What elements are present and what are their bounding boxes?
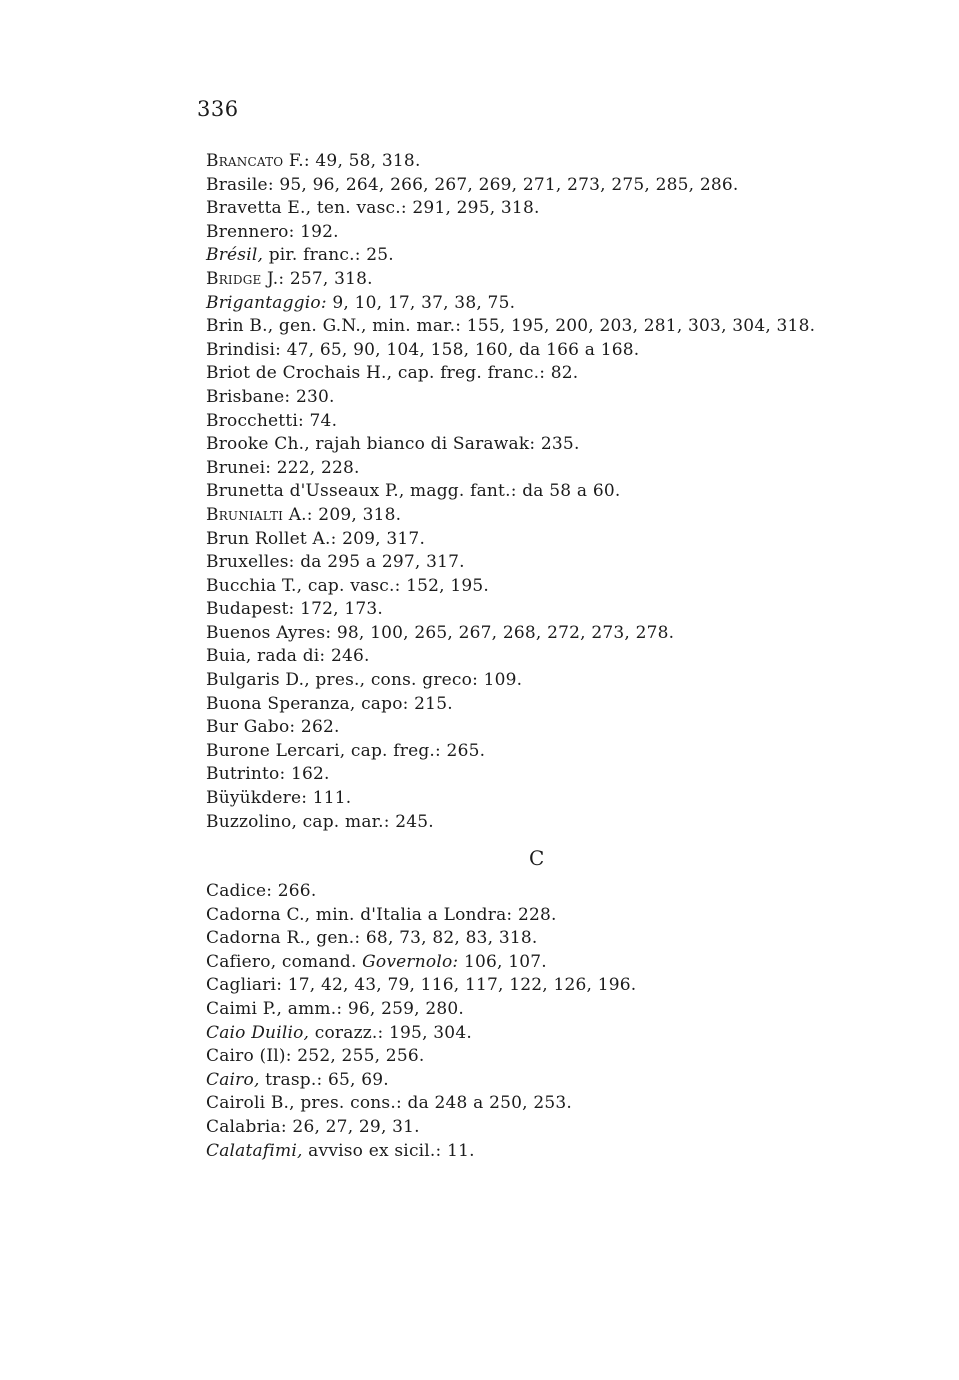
entry-text: Brisbane: 230. <box>206 386 335 407</box>
entry-text: Brunetta d'Usseaux P., magg. fant.: da 58 a 60. <box>206 481 621 502</box>
entry-text: Bravetta E., ten. vasc.: 291, 295, 318. <box>206 198 540 219</box>
entry-text: Calabria: 26, 27, 29, 31. <box>206 1116 420 1137</box>
index-entry <box>206 197 815 221</box>
index-entry <box>206 268 815 292</box>
index-entry <box>206 763 815 787</box>
entry-text: J.: 257, 318. <box>261 268 373 289</box>
entry-text: 106, 107. <box>458 951 547 972</box>
index-entry <box>206 974 636 998</box>
entry-text: Caimi P., amm.: 96, 259, 280. <box>206 998 465 1019</box>
index-entry <box>206 1045 636 1069</box>
index-entry <box>206 244 815 268</box>
index-entry <box>206 292 815 316</box>
entry-text: Cairo (Il): 252, 255, 256. <box>206 1046 425 1067</box>
entry-text: Cadorna R., gen.: 68, 73, 82, 83, 318. <box>206 928 538 949</box>
index-entry <box>206 386 815 410</box>
entry-text: trasp.: 65, 69. <box>259 1069 389 1090</box>
index-entry <box>206 551 815 575</box>
entry-text: Cadorna C., min. d'Italia a Londra: 228. <box>206 904 557 925</box>
index-entry <box>206 410 815 434</box>
entry-text: F.: 49, 58, 318. <box>283 151 421 171</box>
index-section-b <box>206 150 815 834</box>
entry-text: Brocchetti: 74. <box>206 410 338 431</box>
entry-text: Brennero: 192. <box>206 221 339 242</box>
index-entry <box>206 1092 636 1116</box>
entry-text: Brasile: 95, 96, 264, 266, 267, 269, 271, 273, 275, 285, 286. <box>206 174 739 195</box>
entry-ship-name: Governolo: <box>362 951 459 972</box>
index-entry <box>206 904 636 928</box>
index-entry <box>206 339 815 363</box>
index-entry <box>206 716 815 740</box>
index-entry <box>206 880 636 904</box>
entry-text: corazz.: 195, 304. <box>309 1022 472 1043</box>
index-entry <box>206 740 815 764</box>
entry-text: avviso ex sicil.: 11. <box>302 1140 475 1161</box>
entry-text: Brooke Ch., rajah bianco di Sarawak: 235. <box>206 434 580 455</box>
index-entry <box>206 315 815 339</box>
index-entry <box>206 504 815 528</box>
entry-text: Cairoli B., pres. cons.: da 248 a 250, 253. <box>206 1093 573 1114</box>
index-entry <box>206 528 815 552</box>
entry-text: Briot de Crochais H., cap. freg. franc.: 82. <box>206 363 579 384</box>
entry-text: Buia, rada di: 246. <box>206 646 370 667</box>
index-entry <box>206 951 636 975</box>
page-number: 336 <box>197 97 239 121</box>
index-entry <box>206 174 815 198</box>
entry-text: Bruxelles: da 295 a 297, 317. <box>206 552 465 573</box>
index-entry <box>206 362 815 386</box>
index-entry <box>206 598 815 622</box>
section-letter-c: C <box>529 846 545 870</box>
index-entry <box>206 1069 636 1093</box>
index-entry <box>206 221 815 245</box>
entry-text: Bur Gabo: 262. <box>206 717 340 738</box>
entry-text: Buenos Ayres: 98, 100, 265, 267, 268, 272, 273, 278. <box>206 622 675 643</box>
index-entry <box>206 811 815 835</box>
entry-text: Burone Lercari, cap. freg.: 265. <box>206 740 486 761</box>
entry-text: Butrinto: 162. <box>206 764 330 785</box>
entry-author: Brunialti <box>206 504 284 525</box>
entry-text: Brin B., gen. G.N., min. mar.: 155, 195, 200, 203, 281, 303, 304, 318. <box>206 316 816 337</box>
entry-ship-name: Calatafimi, <box>206 1140 303 1161</box>
index-entry <box>206 1140 636 1164</box>
entry-text: Cagliari: 17, 42, 43, 79, 116, 117, 122, 126, 196. <box>206 975 637 996</box>
index-entry <box>206 433 815 457</box>
entry-text: Cafiero, comand. <box>206 951 363 972</box>
entry-text: Brunei: 222, 228. <box>206 457 360 478</box>
entry-ship-name: Cairo, <box>206 1069 260 1090</box>
entry-ship-name: Brésil, <box>206 245 264 266</box>
entry-text: 9, 10, 17, 37, 38, 75. <box>326 292 516 313</box>
index-entry <box>206 1116 636 1140</box>
index-entry <box>206 927 636 951</box>
entry-text: Cadice: 266. <box>206 881 317 901</box>
index-section-c <box>206 880 636 1163</box>
index-entry <box>206 998 636 1022</box>
entry-text: Brindisi: 47, 65, 90, 104, 158, 160, da 166 a 168. <box>206 339 640 360</box>
entry-text: Bucchia T., cap. vasc.: 152, 195. <box>206 575 490 596</box>
entry-text: Büyükdere: 111. <box>206 788 352 809</box>
entry-text: Buona Speranza, capo: 215. <box>206 693 453 714</box>
index-entry <box>206 1022 636 1046</box>
entry-text: Bulgaris D., pres., cons. greco: 109. <box>206 670 523 691</box>
entry-text: Budapest: 172, 173. <box>206 599 383 620</box>
index-entry <box>206 480 815 504</box>
index-entry <box>206 669 815 693</box>
entry-text: Buzzolino, cap. mar.: 245. <box>206 811 434 832</box>
index-entry <box>206 622 815 646</box>
index-entry <box>206 575 815 599</box>
index-entry <box>206 693 815 717</box>
index-entry <box>206 457 815 481</box>
index-entry <box>206 150 815 174</box>
index-entry <box>206 787 815 811</box>
entry-ship-name: Caio Duilio, <box>206 1022 310 1043</box>
entry-text: Brun Rollet A.: 209, 317. <box>206 528 426 549</box>
entry-author: Brancato <box>206 151 284 171</box>
index-entry <box>206 645 815 669</box>
entry-topic: Brigantaggio: <box>206 292 327 313</box>
entry-text: pir. franc.: 25. <box>263 245 394 266</box>
entry-text: A.: 209, 318. <box>283 504 402 525</box>
entry-author: Bridge <box>206 268 262 289</box>
